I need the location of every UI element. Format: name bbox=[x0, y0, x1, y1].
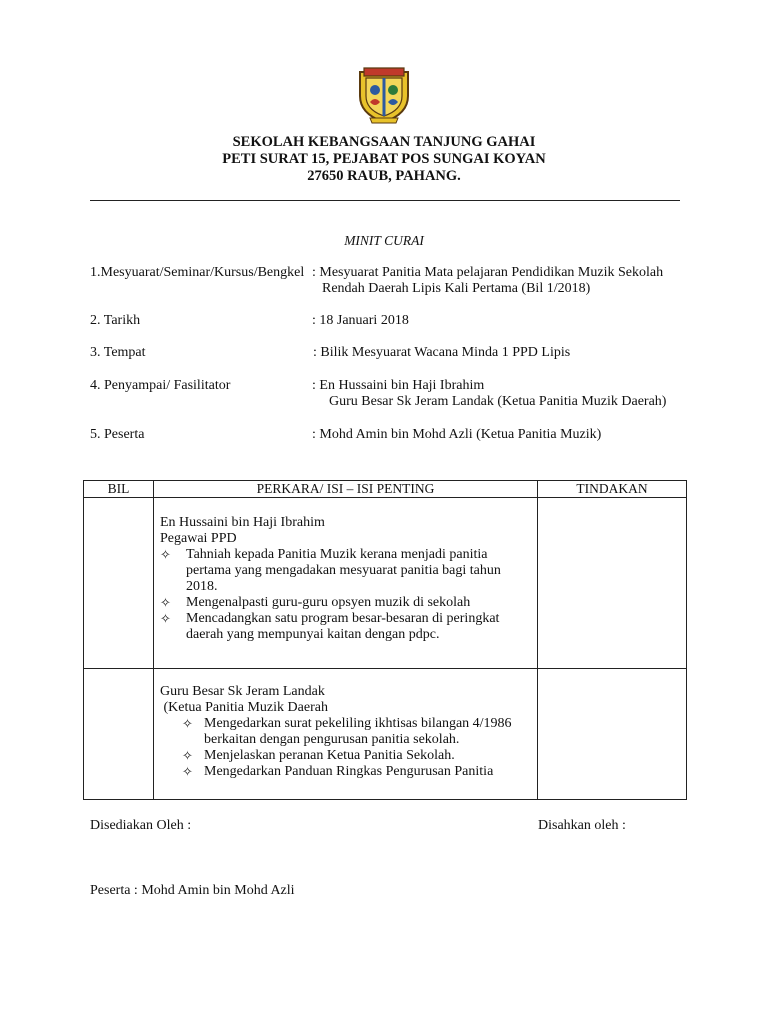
cell-tindakan bbox=[538, 669, 687, 800]
field-label-participant: 5. Peserta bbox=[90, 427, 145, 442]
field-value-facilitator: : En Hussaini bin Haji Ibrahim bbox=[312, 378, 485, 393]
field-value-meeting: : Mesyuarat Panitia Mata pelajaran Pendidikan Muzik Sekolah bbox=[312, 265, 664, 280]
cell-perkara bbox=[154, 669, 538, 800]
speaker-name: Guru Besar Sk Jeram Landak bbox=[160, 684, 325, 699]
table-header-row bbox=[84, 481, 687, 498]
bullet-text: Mengedarkan Panduan Ringkas Pengurusan Panitia bbox=[204, 764, 494, 779]
bullet-diamond-icon: ✧ bbox=[182, 748, 193, 763]
bullet-text: berkaitan dengan pengurusan panitia sekolah. bbox=[204, 732, 460, 747]
field-value-date: : 18 Januari 2018 bbox=[312, 313, 409, 328]
document-title: MINIT CURAI bbox=[344, 233, 424, 248]
school-postcode: 27650 RAUB, PAHANG. bbox=[307, 168, 461, 184]
bullet-item bbox=[182, 764, 202, 781]
bullet-item bbox=[182, 748, 202, 765]
school-name: SEKOLAH KEBANGSAAN TANJUNG GAHAI bbox=[232, 134, 536, 150]
header-tindakan: TINDAKAN bbox=[538, 481, 687, 498]
field-label-date: 2. Tarikh bbox=[90, 313, 141, 328]
bullet-item bbox=[160, 595, 180, 612]
speaker-name: En Hussaini bin Haji Ibrahim bbox=[160, 515, 325, 530]
participant-signoff: Peserta : Mohd Amin bin Mohd Azli bbox=[90, 883, 295, 898]
field-label-facilitator: 4. Penyampai/ Fasilitator bbox=[90, 378, 231, 393]
table-row bbox=[84, 669, 687, 800]
field-value-meeting-cont: Rendah Daerah Lipis Kali Pertama (Bil 1/2018) bbox=[322, 281, 591, 296]
field-value-facilitator-cont: Guru Besar Sk Jeram Landak (Ketua Panitia Muzik Daerah) bbox=[329, 394, 667, 409]
school-crest-logo bbox=[356, 64, 412, 124]
header-divider bbox=[90, 200, 680, 201]
bullet-diamond-icon: ✧ bbox=[160, 611, 171, 626]
bullet-text: Mengedarkan surat pekeliling ikhtisas bilangan 4/1986 bbox=[204, 716, 512, 731]
field-value-venue: : Bilik Mesyuarat Wacana Minda 1 PPD Lipis bbox=[313, 345, 571, 360]
field-label-meeting: 1.Mesyuarat/Seminar/Kursus/Bengkel bbox=[90, 265, 305, 280]
bullet-text: Mengenalpasti guru-guru opsyen muzik di sekolah bbox=[186, 595, 471, 610]
bullet-text: daerah yang mempunyai kaitan dengan pdpc. bbox=[186, 627, 440, 642]
bullet-diamond-icon: ✧ bbox=[182, 716, 193, 731]
cell-bil bbox=[84, 669, 154, 800]
bullet-text: Tahniah kepada Panitia Muzik kerana menjadi panitia bbox=[186, 547, 488, 562]
speaker-role: Pegawai PPD bbox=[160, 531, 237, 546]
bullet-diamond-icon: ✧ bbox=[182, 764, 193, 779]
bullet-item bbox=[160, 611, 180, 628]
bullet-item bbox=[160, 547, 180, 564]
speaker-role: (Ketua Panitia Muzik Daerah bbox=[160, 700, 328, 715]
bullet-diamond-icon: ✧ bbox=[160, 547, 171, 562]
minutes-table bbox=[83, 480, 687, 800]
cell-tindakan bbox=[538, 498, 687, 669]
bullet-text: pertama yang mengadakan mesyuarat panitia bagi tahun bbox=[186, 563, 501, 578]
approved-by-label: Disahkan oleh : bbox=[538, 818, 626, 833]
bullet-item bbox=[182, 716, 202, 733]
cell-bil bbox=[84, 498, 154, 669]
field-value-participant: : Mohd Amin bin Mohd Azli (Ketua Panitia Muzik) bbox=[312, 427, 602, 442]
bullet-text: 2018. bbox=[186, 579, 218, 594]
field-label-venue: 3. Tempat bbox=[90, 345, 146, 360]
bullet-text: Menjelaskan peranan Ketua Panitia Sekolah. bbox=[204, 748, 455, 763]
bullet-text: Mencadangkan satu program besar-besaran di peringkat bbox=[186, 611, 500, 626]
cell-perkara bbox=[154, 498, 538, 669]
school-address: PETI SURAT 15, PEJABAT POS SUNGAI KOYAN bbox=[222, 151, 546, 167]
header-bil: BIL bbox=[84, 481, 154, 498]
prepared-by-label: Disediakan Oleh : bbox=[90, 818, 192, 833]
bullet-diamond-icon: ✧ bbox=[160, 595, 171, 610]
table-row bbox=[84, 498, 687, 669]
header-perkara: PERKARA/ ISI – ISI PENTING bbox=[154, 481, 538, 498]
